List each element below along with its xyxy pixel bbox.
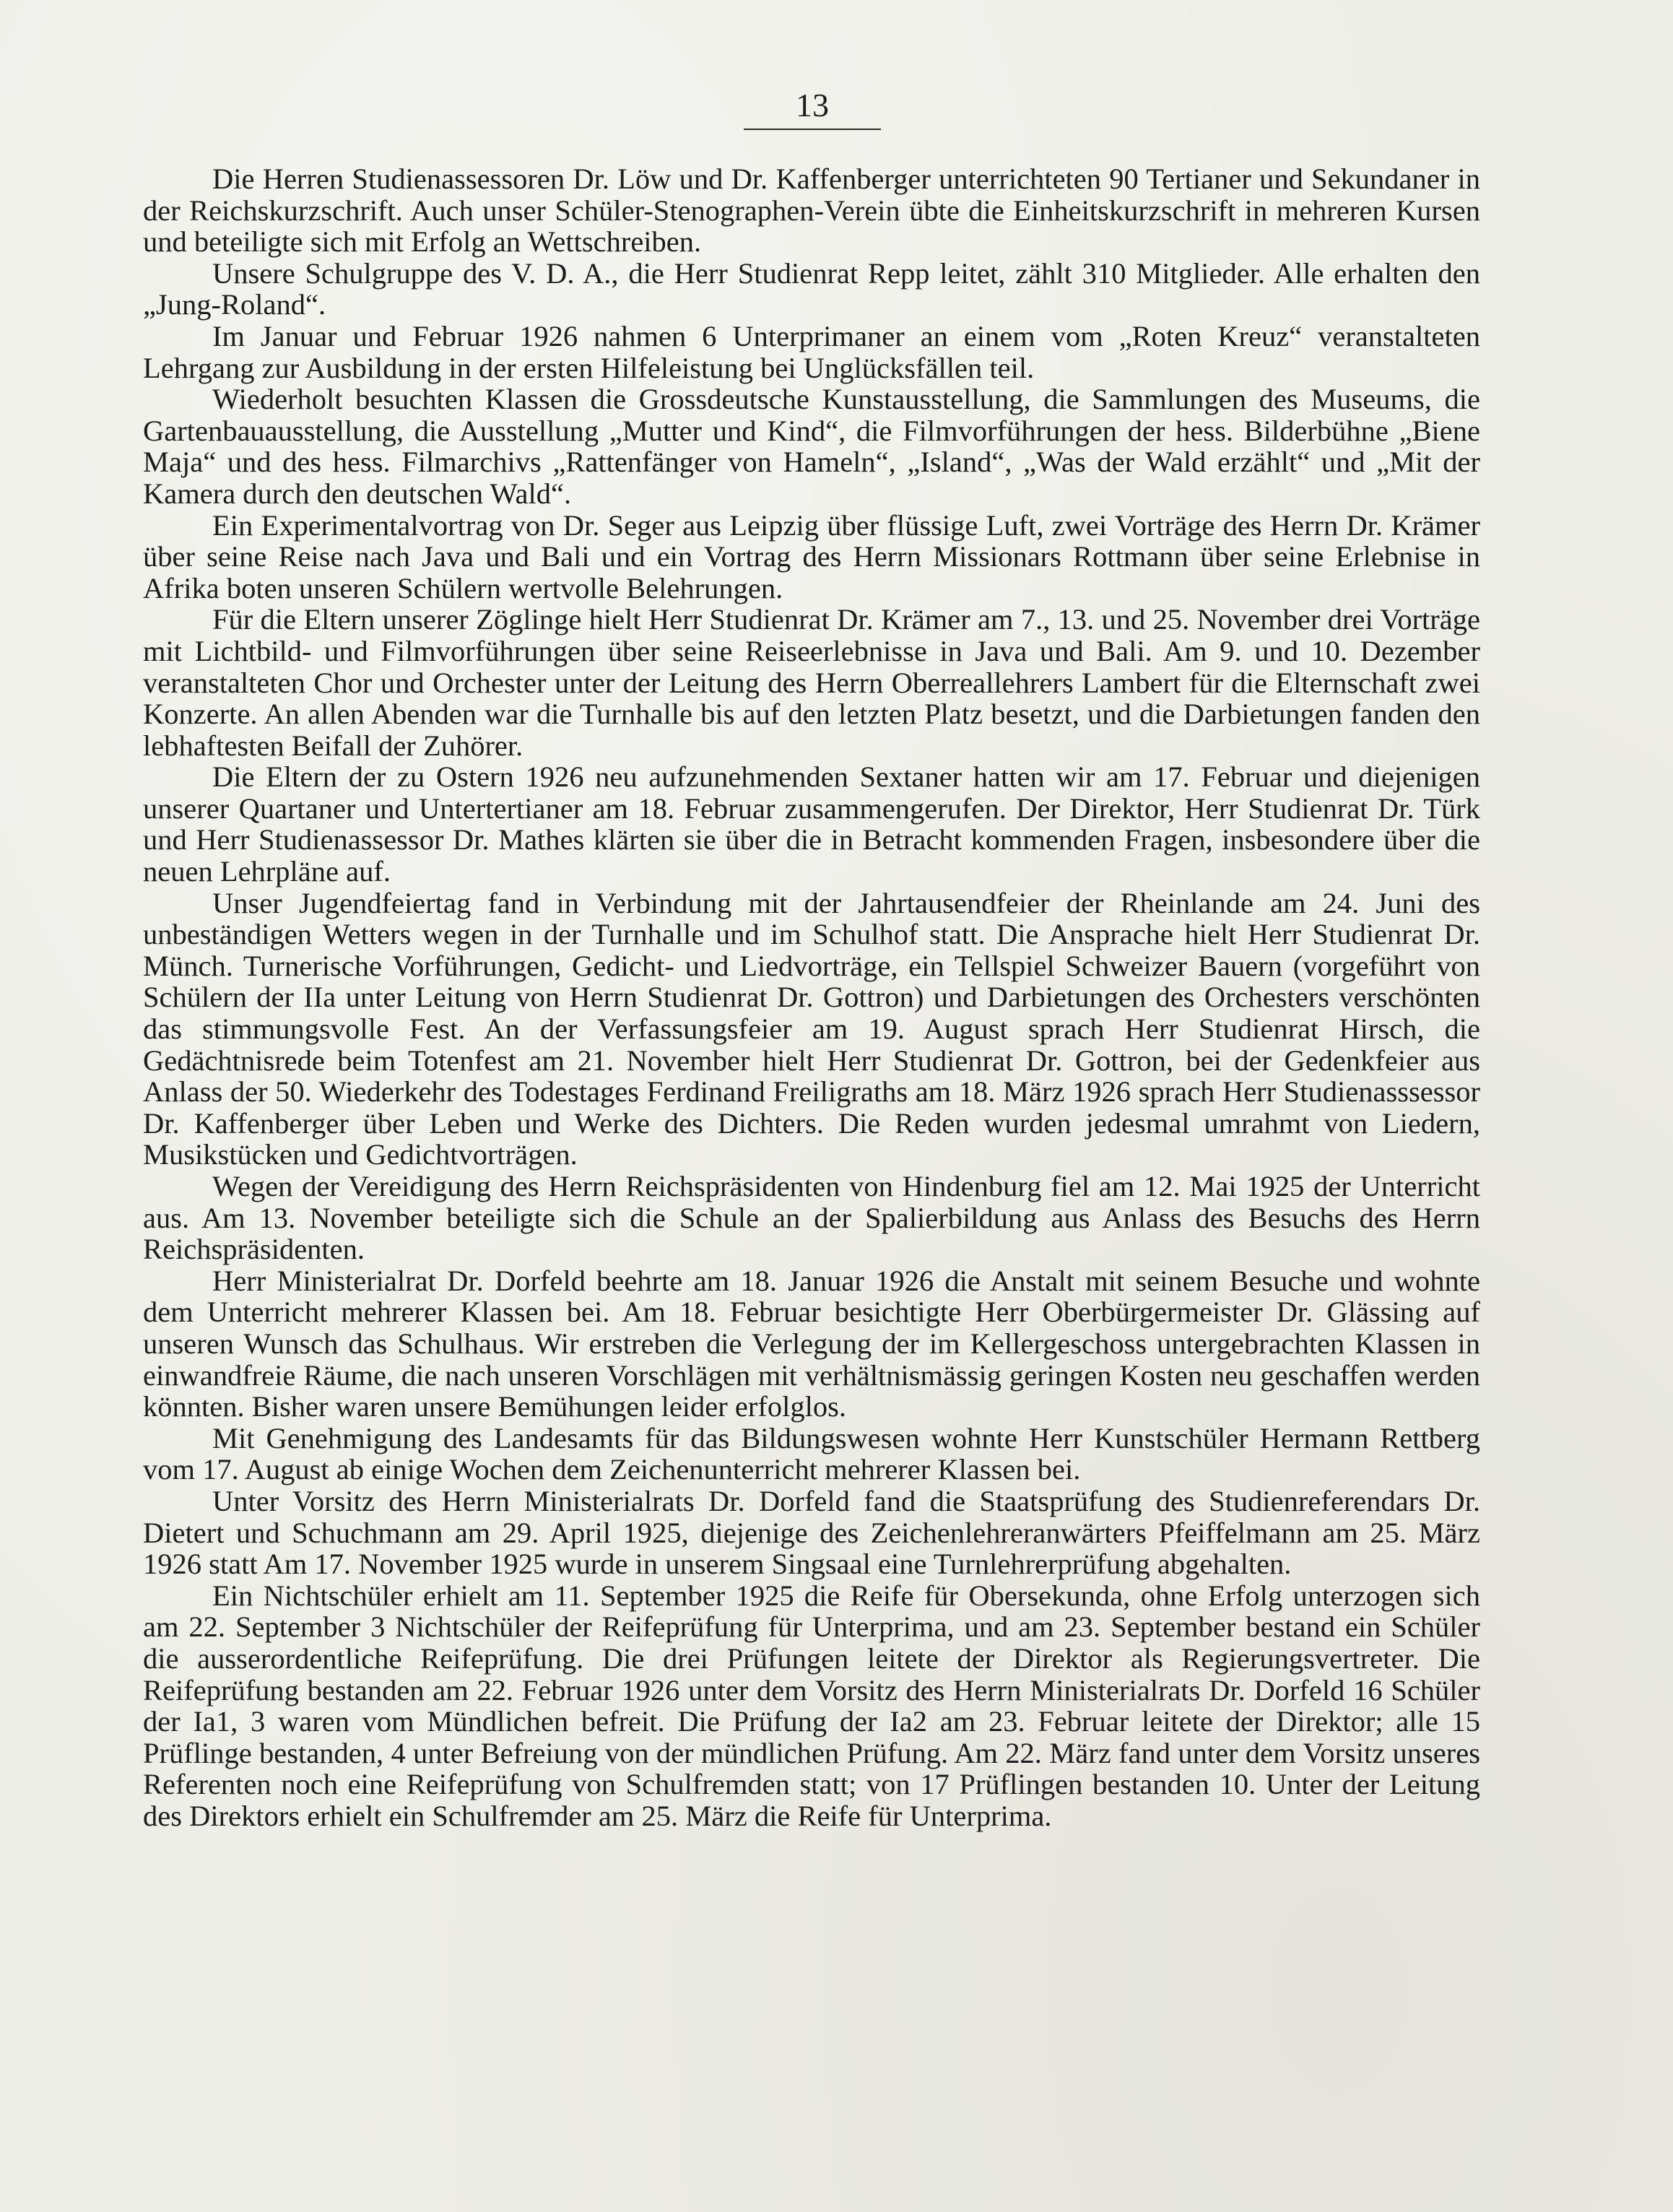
header-rule	[744, 129, 881, 130]
paragraph-state-exams: Unter Vorsitz des Herrn Ministerialrats Dr. Dorfeld fand die Staatsprüfung des Studienreferendars Dr. Dietert und Schuchmann am 29. April 1925, diejenige des Zeichenlehreranwärters Pfeiffelmann am 25. März 1926 statt Am 17. November 1925 wurde in unserem Singsaal eine Turnlehrerprüfung abgehalten.	[143, 1484, 1480, 1581]
paragraph-parent-meetings: Die Eltern der zu Ostern 1926 neu aufzunehmenden Sextaner hatten wir am 17. Februar und diejenigen unserer Quartaner und Untertertianer am 18. Februar zusammengerufen. Der Direktor, Herr Studienrat Dr. Türk und Herr Studienassessor Dr. Mathes klärten sie über die in Betracht kommenden Fragen, insbesondere über die neuen Lehrpläne auf.	[143, 760, 1480, 888]
page-number: 13	[796, 87, 829, 123]
paragraph-art-student: Mit Genehmigung des Landesamts für das Bildungswesen wohnte Herr Kunstschüler Hermann Rettberg vom 17. August ab einige Wochen dem Zeichenunterricht mehrerer Klassen bei.	[143, 1421, 1480, 1486]
paragraph-visits: Herr Ministerialrat Dr. Dorfeld beehrte am 18. Januar 1926 die Anstalt mit seinem Besuche und wohnte dem Unterricht mehrerer Klassen bei. Am 18. Februar besichtigte Herr Oberbürgermeister Dr. Glässing auf unseren Wunsch das Schulhaus. Wir erstreben die Verlegung der im Kellergeschoss untergebrachten Klassen in einwandfreie Räume, die nach unseren Vorschlägen mit verhältnismässig geringen Kosten neu geschaffen werden könnten. Bisher waren unsere Bemühungen leider erfolglos.	[143, 1264, 1480, 1423]
paragraph-exhibitions: Wiederholt besuchten Klassen die Grossdeutsche Kunstausstellung, die Sammlungen des Museums, die Gartenbauausstellung, die Ausstellung „Mutter und Kind“, die Filmvorführungen der hess. Bilderbühne „Biene Maja“ und des hess. Filmarchivs „Rattenfänger von Hameln“, „Island“, „Was der Wald erzählt“ und „Mit der Kamera durch den deutschen Wald“.	[143, 383, 1480, 510]
paragraph-maturity-exams: Ein Nichtschüler erhielt am 11. September 1925 die Reife für Obersekunda, ohne Erfolg unterzogen sich am 22. September 3 Nichtschüler der Reifeprüfung für Unterprima, und am 23. September bestand ein Schüler die ausserordentliche Reifeprüfung. Die drei Prüfungen leitete der Direktor als Regierungsvertreter. Die Reifeprüfung bestanden am 22. Februar 1926 unter dem Vorsitz des Herrn Ministerialrats Dr. Dorfeld 16 Schüler der Ia1, 3 waren vom Mündlichen befreit. Die Prüfung der Ia2 am 23. Februar leitete der Direktor; alle 15 Prüflinge bestanden, 4 unter Befreiung von der mündlichen Prüfung. Am 22. März fand unter dem Vorsitz unseres Referenten noch eine Reifeprüfung von Schulfremden statt; von 17 Prüflingen bestanden 10. Unter der Leitung des Direktors erhielt ein Schulfremder am 25. März die Reife für Unterprima.	[143, 1579, 1480, 1832]
paragraph-parent-evenings: Für die Eltern unserer Zöglinge hielt Herr Studienrat Dr. Krämer am 7., 13. und 25. November drei Vorträge mit Lichtbild- und Filmvorführungen über seine Reiseerlebnisse in Java und Bali. Am 9. und 10. Dezember veranstalteten Chor und Orchester unter der Leitung des Herrn Oberreallehrers Lambert für die Elternschaft zwei Konzerte. An allen Abenden war die Turnhalle bis auf den letzten Platz besetzt, und die Darbietungen fanden den lebhaftesten Beifall der Zuhörer.	[143, 603, 1480, 762]
paragraph-vda-group: Unsere Schulgruppe des V. D. A., die Herr Studienrat Repp leitet, zählt 310 Mitglieder. Alle erhalten den „Jung-Roland“.	[143, 256, 1480, 321]
paragraph-lectures: Ein Experimentalvortrag von Dr. Seger aus Leipzig über flüssige Luft, zwei Vorträge des Herrn Dr. Krämer über seine Reise nach Java und Bali und ein Vortrag des Herrn Missionars Rottmann über seine Erlebnise in Afrika boten unseren Schülern wertvolle Belehrungen.	[143, 508, 1480, 604]
paragraph-red-cross-course: Im Januar und Februar 1926 nahmen 6 Unterprimaner an einem vom „Roten Kreuz“ veranstalteten Lehrgang zur Ausbildung in der ersten Hilfeleistung bei Unglücksfällen teil.	[143, 319, 1480, 384]
paragraph-hindenburg: Wegen der Vereidigung des Herrn Reichspräsidenten von Hindenburg fiel am 12. Mai 1925 der Unterricht aus. Am 13. November beteiligte sich die Schule an der Spalierbildung aus Anlass des Besuchs des Herrn Reichspräsidenten.	[143, 1170, 1480, 1266]
paragraph-stenography: Die Herren Studienassessoren Dr. Löw und Dr. Kaffenberger unterrichteten 90 Tertianer und Sekundaner in der Reichskurzschrift. Auch unser Schüler-Stenographen-Verein übte die Einheitskurzschrift in mehreren Kursen und beteiligte sich mit Erfolg an Wettschreiben.	[143, 162, 1480, 259]
body-text	[143, 163, 1480, 1831]
paragraph-celebrations: Unser Jugendfeiertag fand in Verbindung mit der Jahrtausendfeier der Rheinlande am 24. Juni des unbeständigen Wetters wegen in der Turnhalle und im Schulhof statt. Die Ansprache hielt Herr Studienrat Dr. Münch. Turnerische Vorführungen, Gedicht- und Liedvorträge, ein Tellspiel Schweizer Bauern (vorgeführt von Schülern der IIa unter Leitung von Herrn Studienrat Dr. Gottron) und Darbietungen des Orchesters verschönten das stimmungsvolle Fest. An der Verfassungsfeier am 19. August sprach Herr Studienrat Hirsch, die Gedächtnisrede beim Totenfest am 21. November hielt Herr Studienrat Dr. Gottron, bei der Gedenkfeier aus Anlass der 50. Wiederkehr des Todestages Ferdinand Freiligraths am 18. März 1926 sprach Herr Studienasssessor Dr. Kaffenberger über Leben und Werke des Dichters. Die Reden wurden jedesmal umrahmt von Liedern, Musikstücken und Gedichtvorträgen.	[143, 886, 1480, 1171]
